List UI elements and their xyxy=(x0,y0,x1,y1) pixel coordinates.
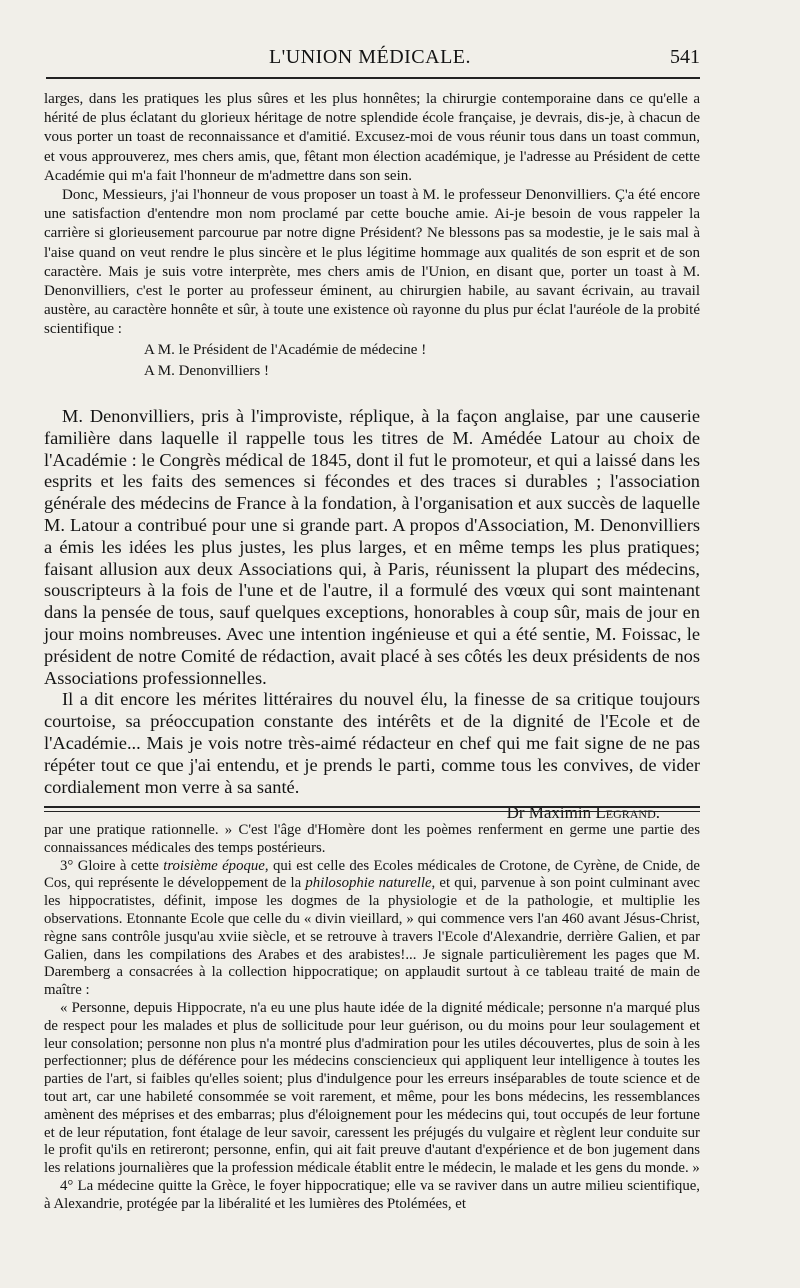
feuilleton-rule xyxy=(44,806,700,808)
signature-name: Legrand. xyxy=(595,803,660,823)
report-paragraph: Il a dit encore les mérites littéraires du nouvel élu, la finesse de sa critique toujours courtoise, sa préoccupation constante des intérêts et de la dignité de l'Ecole et de l'Académie... Mais je vois notre très-aimé rédacteur en chef qui me fait signe de ne pas répéter tout ce que j'ai entendu, et je prends le parti, comme tous les convives, de vider cordialement mon verre à sa santé. xyxy=(44,689,700,797)
feuilleton-text xyxy=(44,822,700,1214)
page-header xyxy=(40,46,700,72)
speech-paragraph: larges, dans les pratiques les plus sûres et les plus honnêtes; la chirurgie contemporaine dans ce qu'elle a hérité de plus éclatant du glorieux héritage de notre splendide école française, je devrais, dis-je, à chacun de vous porter un toast de reconnaissance et d'amitié. Excusez-moi de vous réunir tous dans un toast commun, et vous approuverez, mes chers amis, que, fêtant mon élection académique, je l'adresse au Président de cette Académie qui m'a fait l'honneur de m'admettre dans son sein. xyxy=(44,91,700,184)
page-number: 541 xyxy=(670,46,700,68)
header-rule xyxy=(46,77,700,79)
feuilleton-rule-thin xyxy=(44,811,700,812)
quotation-paragraph: « Personne, depuis Hippocrate, n'a eu une plus haute idée de la dignité médicale; personne n'a marqué plus de respect pour les malades et plus de sollicitude pour leur guérison, ou du moins pour leur soulagement et leur consolation; personne non plus n'a montré plus d'admiration pour les utiles découvertes, plus de soin à les perfectionner; plus de déférence pour les médecins consciencieux qui appliquent leur intelligence à toutes les parties de l'art, si faibles qu'elles soient; plus d'indulgence pour les erreurs inséparables de toute science et de tout art, car une habileté consommée se voit rarement, et même, pour les bons médecins, les ressemblances amènent des méprises et des embarras; plus d'éloignement pour les médecins qui, tout occupés de leur fortune et de leur réputation, font étalage de leur savoir, caressent les préjugés du vulgaire et règlent leur conduite sur le profit qu'ils en retireront; personne, enfin, qui ait fait preuve d'autant d'expérience et de bon jugement dans les relations journalières que la profession médicale établit entre le médecin, le malade et les gens du monde. » xyxy=(44,999,700,1177)
feuilleton-paragraph xyxy=(44,858,700,1000)
text-run: , et qui, parvenue à son point culminant avec les hippocratistes, définit, impose les dogmes de la physiologie et de la pathologie, et multiplie les observations. Etonnante Ecole que celle du « divin vieillard, » qui commence vers l'an 460 avant Jésus-Christ, règne sans contrôle jusqu'au xviie siècle, et se retrouve à travers l'Ecole d'Alexandrie, derrière Galien, et par Galien, dans les compilations des Arabes et des arabistes!... Je signale particulièrement les pages que M. Daremberg a consacrées à la collection hippocratique; on applaudit surtout à ce tableau traité de main de maître : xyxy=(44,875,700,999)
text-run: 3° Gloire à cette xyxy=(60,857,164,874)
emphasis: troisième époque xyxy=(163,857,265,874)
banquet-report xyxy=(44,406,700,824)
signature-prefix: Dr Maximin xyxy=(506,803,596,823)
feuilleton-paragraph: 4° La médecine quitte la Grèce, le foyer hippocratique; elle va se raviver dans un autre milieu scientifique, à Alexandrie, protégée par la libéralité et les lumières des Ptolémées, et xyxy=(44,1177,700,1212)
text-run: , qui est celle des Ecoles médicales de Crotone, de Cyrène, de Cnide, de Cos, qui représente le développement de la xyxy=(44,857,700,892)
toast-line: A M. Denonvilliers ! xyxy=(144,362,269,379)
toast-line: A M. le Président de l'Académie de médecine ! xyxy=(144,341,427,358)
speech-paragraph: Donc, Messieurs, j'ai l'honneur de vous proposer un toast à M. le professeur Denonvilliers. Ç'a été encore une satisfaction d'entendre mon nom proclamé par cette bouche amie. Ai-je besoin de vous rappeler la carrière si glorieusement parcourue par notre digne Président? Ne blessons pas sa modestie, je le sais mal à l'aise quand on veut rendre le plus sincère et le plus légitime hommage aux qualités de son esprit et de son caractère. Mais je suis votre interprète, mes chers amis de l'Union, en disant que, porter un toast à M. Denonvilliers, c'est le porter au professeur éminent, au chirurgien habile, au savant écrivain, au travail austère, au caractère honnête et sûr, à toute une existence où rayonne du plus pur éclat l'auréole de la probité scientifique : xyxy=(44,187,700,338)
emphasis: philosophie naturelle xyxy=(305,875,432,892)
feuilleton-paragraph: par une pratique rationnelle. » C'est l'âge d'Homère dont les poèmes renferment en germe une partie des connaissances médicales des temps postérieurs. xyxy=(44,822,700,856)
running-title: L'UNION MÉDICALE. xyxy=(268,46,472,68)
report-paragraph: M. Denonvilliers, pris à l'improviste, réplique, à la façon anglaise, par une causerie familière dans laquelle il rappelle tous les titres de M. Amédée Latour au choix de l'Académie : le Congrès médical de 1845, dont il fut le promoteur, et qui a laissé dans les esprits et les faits des semences si fécondes et des traces si durables ; l'association générale des médecins de France à la fondation, à l'organisation et aux succès de laquelle M. Latour a contribué pour une si grande part. A propos d'Association, M. Denonvilliers a émis les idées les plus justes, les plus larges, et en même temps les plus pratiques; faisant allusion aux deux Associations qui, à Paris, réunissent la plupart des médecins, souscripteurs à la fois de l'une et de l'autre, il a formulé des vœux qui sont maintenant dans la pensée de tous, sauf quelques exceptions, honorables à coup sûr, mais de jour en jour moins nombreuses. Avec une intention ingénieuse et qui a été sentie, M. Foissac, le président de notre Comité de rédaction, avait placé à ses côtés les deux présidents de nos Associations professionnelles. xyxy=(44,406,700,688)
banquet-speech xyxy=(44,90,700,382)
